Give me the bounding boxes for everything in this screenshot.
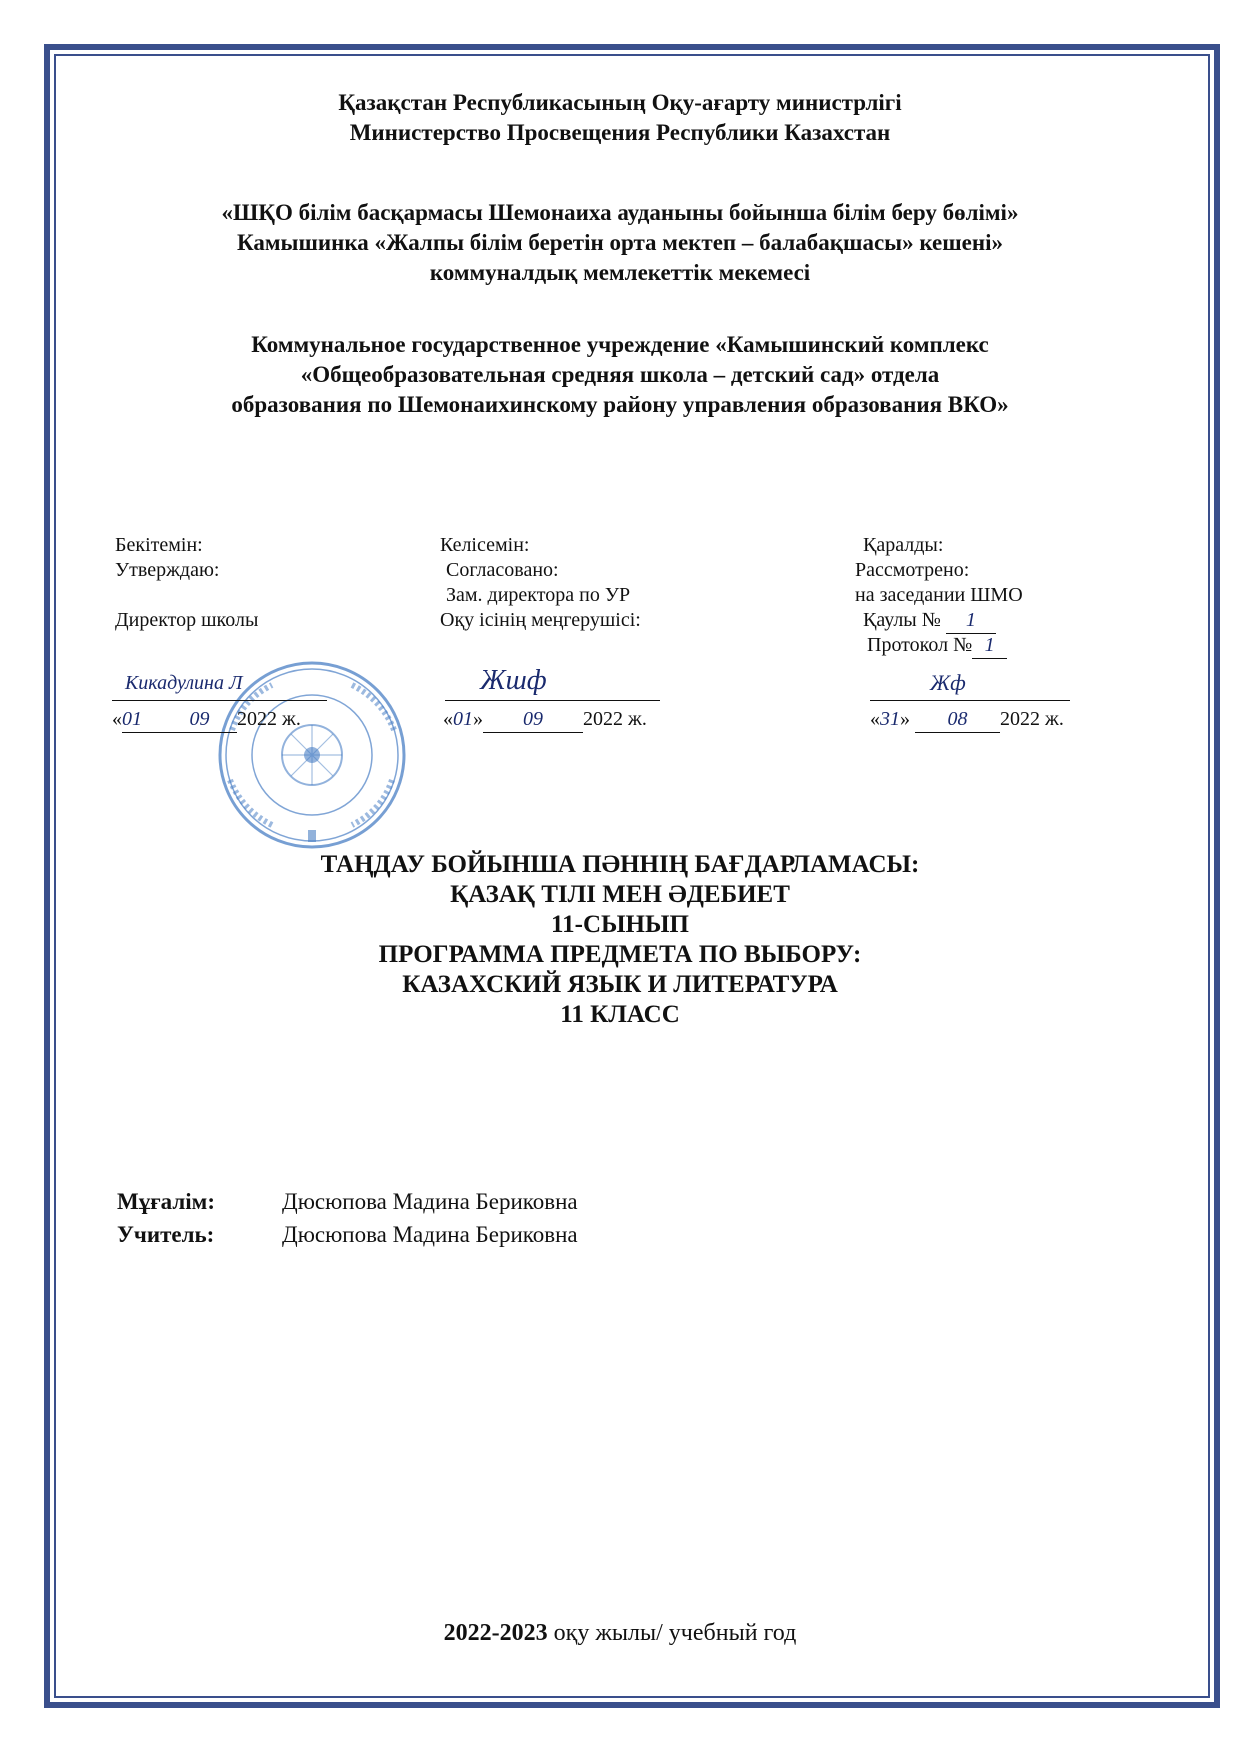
approve-label-kz: Бекітемін: (115, 534, 203, 556)
school-kz-line: коммуналдық мемлекеттік мекемесі (429, 260, 811, 285)
agree-role-kz: Оқу ісінің меңгерушісі: (440, 609, 641, 631)
academic-year-label: оқу жылы/ учебный год (547, 1620, 797, 1646)
teacher-name-kz: Дюсюпова Мадина Бериковна (282, 1189, 578, 1214)
approve-day: 01 (122, 707, 162, 733)
date-quote: « (443, 708, 453, 730)
review-signature-line (870, 700, 1070, 701)
school-ru-line: Коммунальное государственное учреждение «Камышинский комплекс (251, 332, 989, 357)
review-column (855, 533, 1023, 658)
agree-signature: Жшф (480, 665, 547, 696)
agree-day: 01 (453, 708, 473, 730)
title-line: ПРОГРАММА ПРЕДМЕТА ПО ВЫБОРУ: (378, 941, 862, 968)
protocol-label: Протокол № (867, 634, 973, 656)
approve-role: Директор школы (115, 609, 259, 631)
title-line: ТАҢДАУ БОЙЫНША ПӘННІҢ БАҒДАРЛАМАСЫ: (320, 851, 920, 878)
agree-month: 09 (483, 707, 583, 733)
agree-date (443, 707, 647, 733)
academic-year-range: 2022-2023 (443, 1620, 548, 1646)
approve-label-ru: Утверждаю: (115, 559, 220, 581)
title-line: ҚАЗАҚ ТІЛІ МЕН ӘДЕБИЕТ (450, 881, 790, 908)
date-quote: » (473, 708, 483, 730)
agree-signature-line (445, 700, 660, 701)
order-number: 1 (946, 608, 996, 634)
date-quote: « (870, 708, 880, 730)
teacher-name-ru: Дюсюпова Мадина Бериковна (282, 1222, 578, 1247)
review-day: 31 (880, 708, 900, 730)
ministry-heading (100, 88, 1140, 148)
school-name-kz (100, 198, 1140, 288)
approve-signature: Кикадулина Л (125, 672, 243, 694)
teacher-label-ru: Учитель: (117, 1222, 215, 1247)
review-date (870, 707, 1064, 733)
teacher-block (117, 1185, 578, 1251)
review-month: 08 (915, 707, 1000, 733)
date-quote: » (900, 708, 910, 730)
title-line: 11 КЛАСС (560, 1001, 680, 1028)
review-label-kz: Қаралды: (863, 534, 944, 556)
approve-year: 2022 ж. (237, 708, 301, 730)
school-ru-line: образования по Шемонаихинскому району управления образования ВКО» (231, 392, 1009, 417)
agree-year: 2022 ж. (583, 708, 647, 730)
approve-column (115, 533, 258, 633)
review-label-ru: Рассмотрено: (855, 559, 970, 581)
academic-year (100, 1620, 1140, 1647)
ministry-ru: Министерство Просвещения Республики Казахстан (349, 120, 891, 145)
school-kz-line: Камышинка «Жалпы білім беретін орта мектеп – балабақшасы» кешені» (236, 230, 1004, 255)
title-line: 11-СЫНЫП (551, 911, 689, 938)
school-ru-line: «Общеобразовательная средняя школа – детский сад» отдела (300, 362, 940, 387)
approve-signature-line (112, 700, 327, 701)
review-year: 2022 ж. (1000, 708, 1064, 730)
teacher-label-kz: Мұғалім: (117, 1189, 215, 1214)
date-quote: « (112, 708, 122, 730)
approve-month: 09 (162, 707, 237, 733)
order-label: Қаулы № (863, 609, 941, 631)
agree-label-ru: Согласовано: (446, 559, 559, 581)
agree-label-kz: Келісемін: (440, 534, 530, 556)
agree-role-ru: Зам. директора по УР (446, 584, 631, 606)
protocol-number: 1 (972, 633, 1007, 659)
title-line: КАЗАХСКИЙ ЯЗЫК И ЛИТЕРАТУРА (402, 971, 838, 998)
program-title (100, 850, 1140, 1030)
review-meeting: на заседании ШМО (855, 584, 1023, 606)
school-kz-line: «ШҚО білім басқармасы Шемонаиха ауданыны бойынша білім беру бөлімі» (221, 200, 1019, 225)
agree-column (440, 533, 641, 633)
ministry-kz: Қазақстан Республикасының Оқу-ағарту министрлігі (338, 90, 902, 115)
review-signature: Жф (930, 670, 966, 695)
approve-date (112, 707, 301, 733)
school-name-ru (100, 330, 1140, 420)
